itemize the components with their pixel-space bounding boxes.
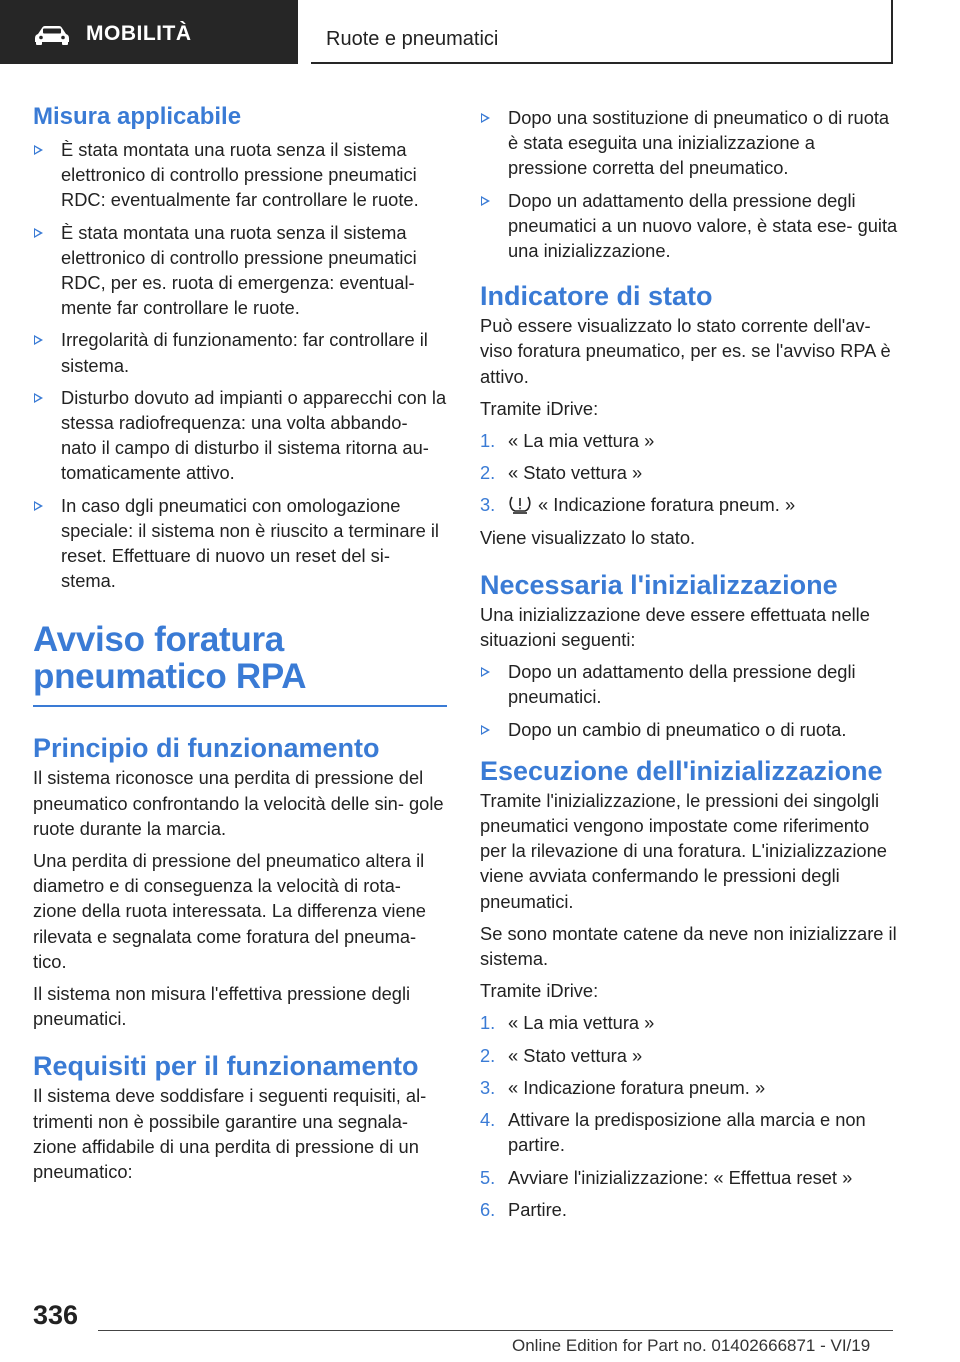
triangle-bullet-icon — [481, 725, 490, 735]
right-column — [480, 105, 898, 1229]
necessaria-heading: Necessaria l'inizializzazione — [480, 569, 838, 600]
triangle-bullet-icon — [34, 501, 43, 511]
paragraph: Una perdita di pressione del pneumatico altera il diametro e di conseguenza la velocità di rota- zione della ruota interessata. La differenza viene rilevata e segnalata come foratura del pneuma- tico. — [33, 850, 426, 972]
page-number: 336 — [33, 1300, 79, 1330]
paragraph: Il sistema non misura l'effettiva pressione degli pneumatici. — [33, 983, 411, 1030]
esecuzione-heading: Esecuzione dell'inizializzazione — [480, 755, 883, 786]
header-chapter-tab — [311, 0, 893, 64]
triangle-bullet-icon — [481, 196, 490, 206]
principio-heading: Principio di funzionamento — [33, 733, 380, 764]
list-item: 3. « Indicazione foratura pneum. » — [480, 494, 796, 516]
paragraph: Viene visualizzato lo stato. — [480, 526, 696, 548]
paragraph: Se sono montate catene da neve non inizializzare il sistema. — [480, 922, 897, 970]
main-title: Avviso foratura pneumatico RPA — [33, 620, 307, 697]
title-rule — [33, 705, 447, 707]
esecuzione-steps — [480, 1010, 898, 1221]
list-item: Dopo un adattamento della pressione degli pneumatici. — [480, 659, 898, 709]
paragraph: Tramite iDrive: — [480, 980, 599, 1002]
list-item: Dopo un adattamento della pressione degli pneumatici a un nuovo valore, è stata ese- guita una inizializzazione. — [480, 188, 898, 264]
triangle-bullet-icon — [481, 113, 490, 123]
triangle-bullet-icon — [34, 335, 43, 345]
paragraph: Tramite l'inizializzazione, le pressioni dei singolgli pneumatici vengono impostate come riferimento per la rilevazione di una foratura. L'inizializzazione viene avviata confermando le pressioni degli pneumatici. — [480, 789, 887, 912]
necessaria-list — [480, 659, 898, 742]
list-item: 1. « La mia vettura » — [480, 1012, 655, 1034]
paragraph: Può essere visualizzato lo stato corrente dell'av- viso foratura pneumatico, per es. se l'avviso RPA è attivo. — [480, 315, 891, 387]
footer-rule — [98, 1330, 893, 1331]
chapter-name: Ruote e pneumatici — [326, 28, 499, 50]
list-item: 3. « Indicazione foratura pneum. » — [480, 1076, 766, 1098]
triangle-bullet-icon — [481, 667, 490, 677]
list-item: In caso dgli pneumatici con omologazione speciale: il sistema non è riuscito a terminare il reset. Effettuare di nuovo un reset del si- stema. — [33, 493, 447, 594]
list-item: Disturbo dovuto ad impianti o apparecchi con la stessa radiofrequenza: una volta abbando- nato il campo di disturbo il sistema ritorna au- tomaticamente attivo. — [33, 385, 447, 486]
indicatore-steps — [480, 428, 898, 518]
requisiti-heading: Requisiti per il funzionamento — [33, 1051, 419, 1082]
list-item: È stata montata una ruota senza il sistema elettronico di controllo pressione pneumatici RDC: eventualmente far controllare le ruote. — [33, 137, 447, 213]
triangle-bullet-icon — [34, 228, 43, 238]
triangle-bullet-icon — [34, 393, 43, 403]
car-icon — [34, 25, 70, 45]
list-item: 5. Avviare l'inizializzazione: « Effettua reset » — [480, 1166, 853, 1188]
list-item: 1. « La mia vettura » — [480, 430, 655, 452]
indicatore-heading: Indicatore di stato — [480, 281, 713, 312]
list-item: 2. « Stato vettura » — [480, 462, 643, 484]
list-item: Irregolarità di funzionamento: far controllare il sistema. — [33, 327, 447, 377]
paragraph: Una inizializzazione deve essere effettuata nelle situazioni seguenti: — [480, 603, 870, 651]
triangle-bullet-icon — [34, 145, 43, 155]
list-item: È stata montata una ruota senza il sistema elettronico di controllo pressione pneumatici RDC, per es. ruota di emergenza: eventual- mente far controllare le ruote. — [33, 220, 447, 321]
list-item: Dopo un cambio di pneumatico o di ruota. — [480, 717, 898, 742]
paragraph: Il sistema riconosce una perdita di pressione del pneumatico confrontando la velocità delle sin- gole ruote durante la marcia. — [33, 767, 444, 839]
requisiti-list — [480, 105, 898, 263]
misura-list — [33, 137, 447, 593]
paragraph: Il sistema deve soddisfare i seguenti requisiti, al- trimenti non è possibile garantire una segnala- zione affidabile di una perdita di pressione di un pneumatico: — [33, 1085, 427, 1183]
list-item: 2. « Stato vettura » — [480, 1044, 643, 1066]
section-name: MOBILITÀ — [86, 22, 192, 45]
header-section-tab — [0, 0, 298, 64]
tire-pressure-warning-icon — [508, 494, 532, 514]
list-item: 4. Attivare la predisposizione alla marcia e non partire. — [480, 1109, 866, 1156]
left-column — [33, 100, 447, 1184]
list-item: 6. Partire. — [480, 1198, 567, 1220]
list-item: Dopo una sostituzione di pneumatico o di ruota è stata eseguita una inizializzazione a pressione corretta del pneumatico. — [480, 105, 898, 181]
paragraph: Tramite iDrive: — [480, 397, 599, 419]
misura-heading: Misura applicabile — [33, 103, 242, 130]
edition-text: Online Edition for Part no. 01402666871 - VI/19 — [512, 1336, 871, 1355]
